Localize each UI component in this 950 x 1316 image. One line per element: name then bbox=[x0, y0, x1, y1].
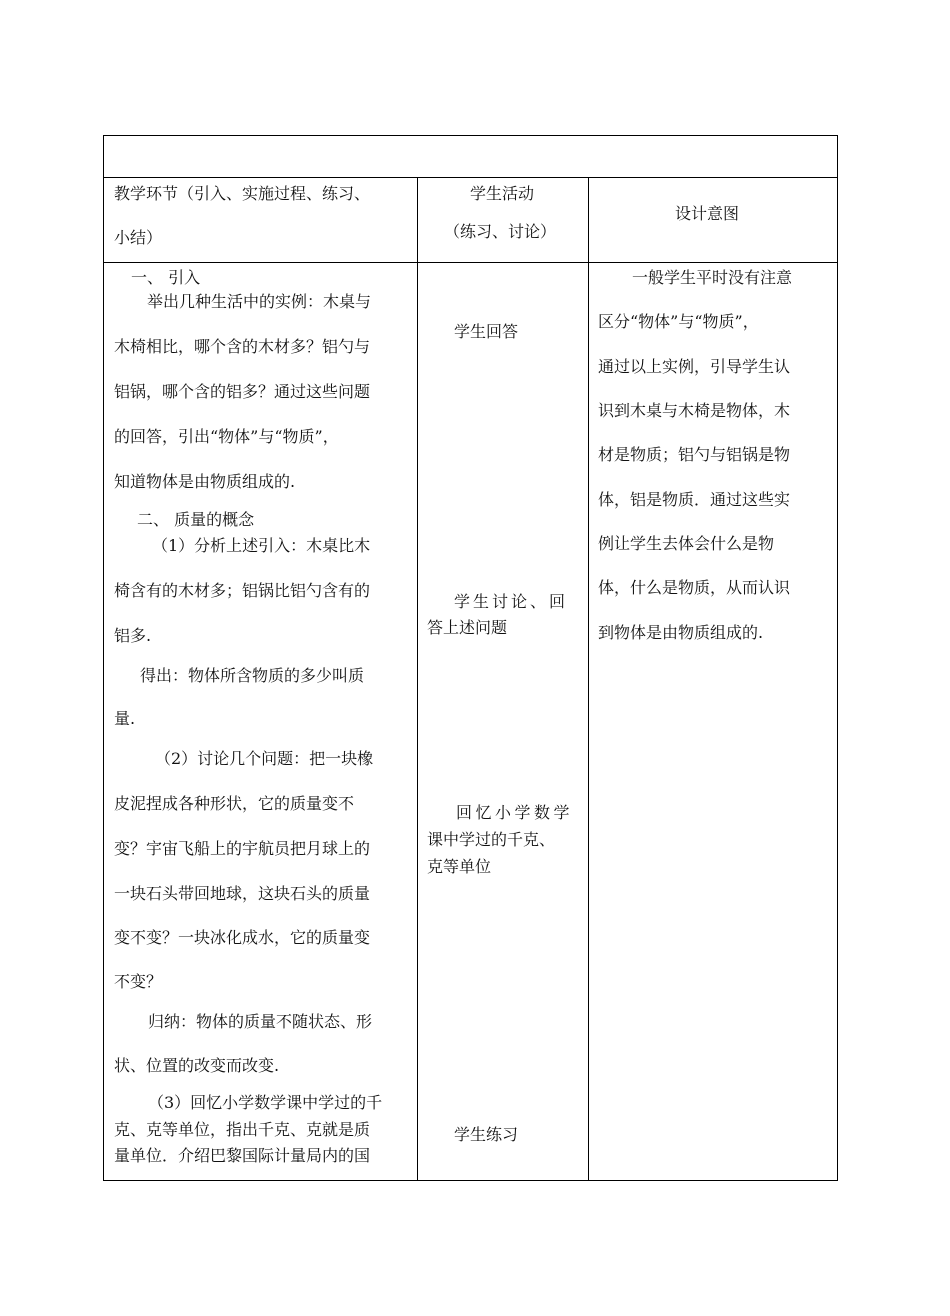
activity-recall: 回忆小学数学 bbox=[456, 803, 574, 822]
text-line: 一般学生平时没有注意 bbox=[632, 268, 793, 287]
header-design-intent: 设计意图 bbox=[675, 204, 740, 223]
text-line: 体，什么是物质，从而认识 bbox=[598, 578, 791, 597]
text-line: 木椅相比，哪个含的木材多？铝勺与 bbox=[114, 337, 371, 356]
text-line: 铝锅，哪个含的铝多？通过这些问题 bbox=[114, 382, 371, 401]
header-teaching-stage: 教学环节（引入、实施过程、练习、 bbox=[114, 184, 371, 203]
text-line: 举出几种生活中的实例：木桌与 bbox=[147, 292, 372, 311]
text-line: 到物体是由物质组成的. bbox=[598, 623, 764, 642]
header-student-activity: 学生活动 bbox=[470, 184, 535, 203]
text-line: 知道物体是由物质组成的. bbox=[114, 472, 296, 491]
text-line: 铝多. bbox=[114, 626, 152, 645]
text-line: 归纳：物体的质量不随状态、形 bbox=[148, 1012, 373, 1031]
section-heading-intro: 一、 引入 bbox=[131, 268, 201, 287]
text-line: 克、克等单位，指出千克、克就是质 bbox=[114, 1120, 371, 1139]
header-teaching-stage-cont: 小结） bbox=[114, 228, 163, 247]
column-divider-1 bbox=[417, 178, 418, 1180]
text-line: 一块石头带回地球，这块石头的质量 bbox=[114, 884, 371, 903]
text-line: 状、位置的改变而改变. bbox=[114, 1056, 280, 1075]
text-line: 通过以上实例，引导学生认 bbox=[598, 357, 791, 376]
header-student-activity-sub: （练习、讨论） bbox=[444, 222, 557, 241]
text-line: 皮泥捏成各种形状，它的质量变不 bbox=[114, 794, 355, 813]
text-line: （3）回忆小学数学课中学过的千 bbox=[148, 1093, 383, 1112]
header-row-divider bbox=[104, 262, 837, 263]
text-line: 得出：物体所含物质的多少叫质 bbox=[140, 666, 365, 685]
activity-discuss: 学生讨论、回 bbox=[454, 592, 569, 611]
text-line: 的回答，引出“物体”与“物质”， bbox=[114, 427, 339, 446]
text-line: 变不变？一块冰化成水，它的质量变 bbox=[114, 928, 371, 947]
text-line: 区分“物体”与“物质”， bbox=[598, 312, 759, 331]
activity-recall-cont: 课中学过的千克、 bbox=[427, 830, 556, 849]
column-divider-2 bbox=[588, 178, 589, 1180]
section-heading-mass-concept: 二、 质量的概念 bbox=[137, 510, 255, 529]
activity-practice: 学生练习 bbox=[454, 1125, 519, 1144]
lesson-plan-table bbox=[103, 135, 838, 1181]
text-line: 量单位．介绍巴黎国际计量局内的国 bbox=[114, 1146, 371, 1165]
text-line: 体，铝是物质．通过这些实 bbox=[598, 490, 791, 509]
text-line: 例让学生去体会什么是物 bbox=[598, 534, 775, 553]
activity-answer: 学生回答 bbox=[454, 322, 519, 341]
text-line: 椅含有的木材多；铝锅比铝勺含有的 bbox=[114, 581, 371, 600]
text-line: （1）分析上述引入：木桌比木 bbox=[152, 536, 371, 555]
activity-recall-cont: 克等单位 bbox=[427, 857, 492, 876]
text-line: 识到木桌与木椅是物体，木 bbox=[598, 401, 791, 420]
activity-discuss-cont: 答上述问题 bbox=[427, 618, 508, 637]
text-line: 变？宇宙飞船上的宇航员把月球上的 bbox=[114, 839, 371, 858]
title-row-divider bbox=[104, 177, 837, 178]
text-line: 材是物质；铝勺与铝锅是物 bbox=[598, 445, 791, 464]
text-line: （2）讨论几个问题：把一块橡 bbox=[155, 749, 374, 768]
text-line: 量. bbox=[114, 709, 136, 728]
text-line: 不变？ bbox=[114, 972, 163, 991]
